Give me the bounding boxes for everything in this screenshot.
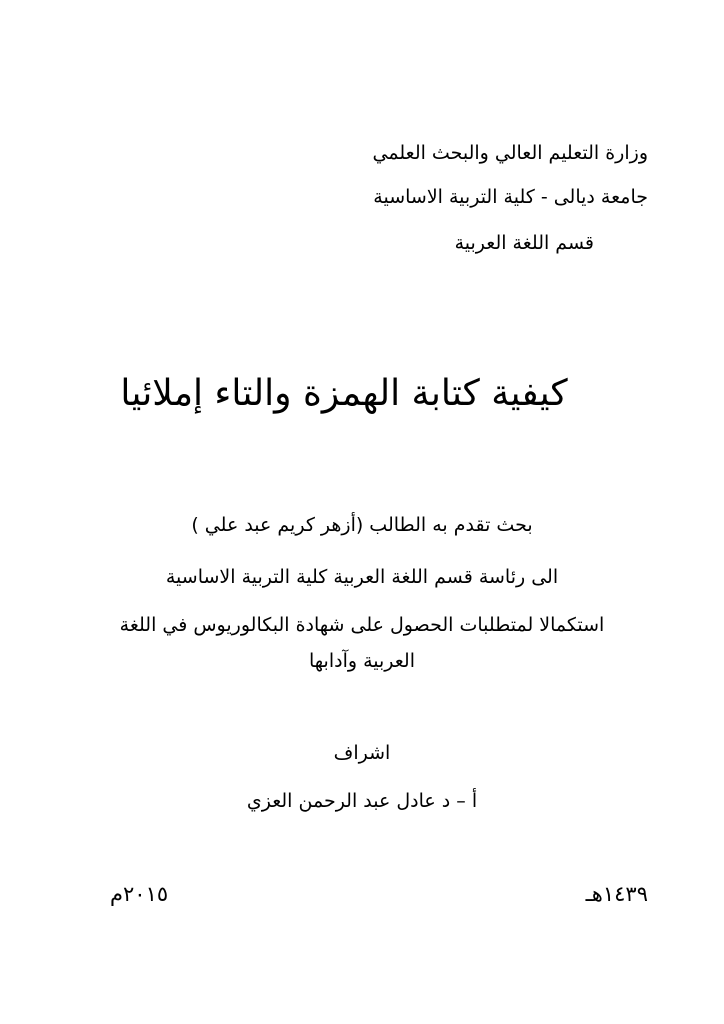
submitted-to-line: الى رئاسة قسم اللغة العربية كلية التربية الاساسية (165, 566, 559, 588)
research-title (0, 370, 724, 418)
ministry-name: وزارة التعليم العالي والبحث العلمي (372, 142, 648, 164)
purpose-line: استكمالا لمتطلبات الحصول على شهادة البكالوريوس في اللغة (119, 614, 605, 636)
department-name: قسم اللغة العربية (454, 232, 594, 254)
university-name: جامعة ديالى - كلية التربية الاساسية (373, 186, 648, 208)
gregorian-year: ٢٠١٥م (110, 882, 169, 906)
hijri-year: ١٤٣٩هـ (585, 882, 648, 906)
supervision-label: اشراف (333, 742, 391, 764)
supervisor-name: أ – د عادل عبد الرحمن العزي (246, 790, 478, 812)
research-title-text: كيفية كتابة الهمزة والتاء إملائيا (120, 373, 568, 414)
submitted-by-line: بحث تقدم به الطالب (أزهر كريم عبد علي ) (191, 514, 533, 536)
purpose-line-continued: العربية وآدابها (309, 650, 415, 672)
